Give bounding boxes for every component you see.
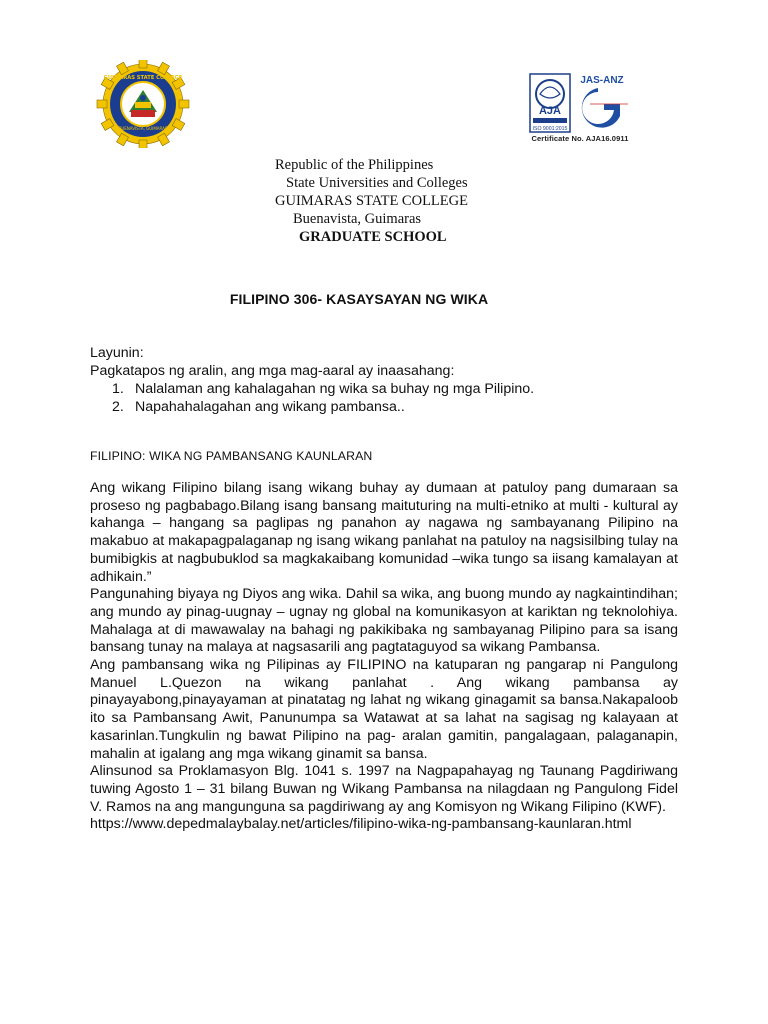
- objectives-list: [90, 380, 680, 416]
- objective-number: 2.: [112, 399, 124, 415]
- paragraph: Alinsunod sa Proklamasyon Blg. 1041 s. 1997 na Nagpapahayag ng Taunang Pagdiriwang tuwing Agosto 1 – 31 bilang Buwan ng Wikang Pambansa na nilagdaan ng Pangulong Fidel V. Ramos na ang mangunguna sa pagdiriwang ay ang Komisyon ng Wikang Filipino (KWF).: [90, 763, 678, 815]
- course-title: FILIPINO 306- KASAYSAYAN NG WIKA: [229, 291, 489, 307]
- paragraph: Ang wikang Filipino bilang isang wikang buhay ay dumaan at patuloy pang dumaraan sa proseso ng pagbabago.Bilang isang bansang maituturing na multi-etniko at multi - kultural ay kahanga – hangang sa paglipas ng panahon ay nagawa ng sambayanang Pilipino na makabuo at makapagpalaganap ng isang wikang panlahat na patuloy na nagsisilbing tulay na bumibigkis at nagbubuklod sa magkakaibang komunidad –wika tungo sa iisang kamalayan at adhikain.”: [90, 480, 678, 585]
- section-title: FILIPINO: WIKA NG PAMBANSANG KAUNLARAN: [90, 449, 373, 463]
- objective-text: Nalalaman ang kahalagahan ng wika sa buhay ng mga Pilipino.: [135, 381, 535, 397]
- letterhead-college: GUIMARAS STATE COLLEGE: [275, 193, 468, 209]
- source-url: https://www.depedmalaybalay.net/articles/filipino-wika-ng-pambansang-kaunlaran.html: [90, 816, 632, 833]
- objectives-intro: Pagkatapos ng aralin, ang mga mag-aaral ay inaasahang:: [90, 363, 455, 379]
- objective-text: Napahahalagahan ang wikang pambansa..: [135, 399, 405, 415]
- letterhead-address: Buenavista, Guimaras: [293, 211, 422, 227]
- letterhead-graduate-school: GRADUATE SCHOOL: [299, 229, 447, 245]
- svg-text:JAS-ANZ: JAS-ANZ: [580, 75, 624, 86]
- college-seal-icon: [88, 60, 198, 148]
- objective-number: 1.: [112, 381, 124, 397]
- objective-item: [90, 380, 680, 398]
- letterhead-suc: State Universities and Colleges: [286, 175, 468, 191]
- svg-text:ISO 9001:2015: ISO 9001:2015: [532, 126, 568, 132]
- letterhead-republic: Republic of the Philippines: [275, 157, 434, 173]
- article-body: [90, 480, 678, 834]
- certificate-number: Certificate No. AJA16.0911: [531, 134, 629, 143]
- paragraph: Ang pambansang wika ng Pilipinas ay FILIPINO na katuparan ng pangarap ni Pangulong Manuel L.Quezon na wikang panlahat . Ang wikang pambansa ay pinayayabong,pinayayaman at pinatatag ng lahat ng wikang ginagamit sa bansa.Nakapaloob ito sa Pambansang Awit, Panunumpa sa Watawat at sa lahat na sagisag ng kalayaan at kasarinlan.Tungkulin ng bawat Pilipino na pag- aralan gamitin, pangalagaan, palaganapin, mahalin at igalang ang mga wikang ginamit sa bansa.: [90, 657, 678, 762]
- objective-item: [90, 398, 680, 416]
- paragraph: Pangunahing biyaya ng Diyos ang wika. Dahil sa wika, ang buong mundo ay nagkaintindihan; ang mundo ay pinag-uugnay – ugnay ng global na komunikasyon at kariktan ng teknolohiya. Mahalaga at di mawawalay na bahagi ng pakikibaka ng sambayanag Pilipino para sa isang bansang tunay na malaya at nagsasarili ang pagtataguyod sa wikang Pambansa.: [90, 586, 678, 656]
- college-seal-logo: [88, 60, 198, 148]
- svg-text:GUIMARAS STATE COLLEGE: GUIMARAS STATE COLLEGE: [103, 75, 183, 81]
- objectives-label: Layunin:: [90, 345, 144, 361]
- iso-certification-logo: [528, 72, 632, 148]
- certification-icon: [528, 72, 632, 134]
- svg-text:BUENAVISTA, GUIMARAS: BUENAVISTA, GUIMARAS: [118, 126, 168, 131]
- svg-text:AJA: AJA: [538, 105, 562, 117]
